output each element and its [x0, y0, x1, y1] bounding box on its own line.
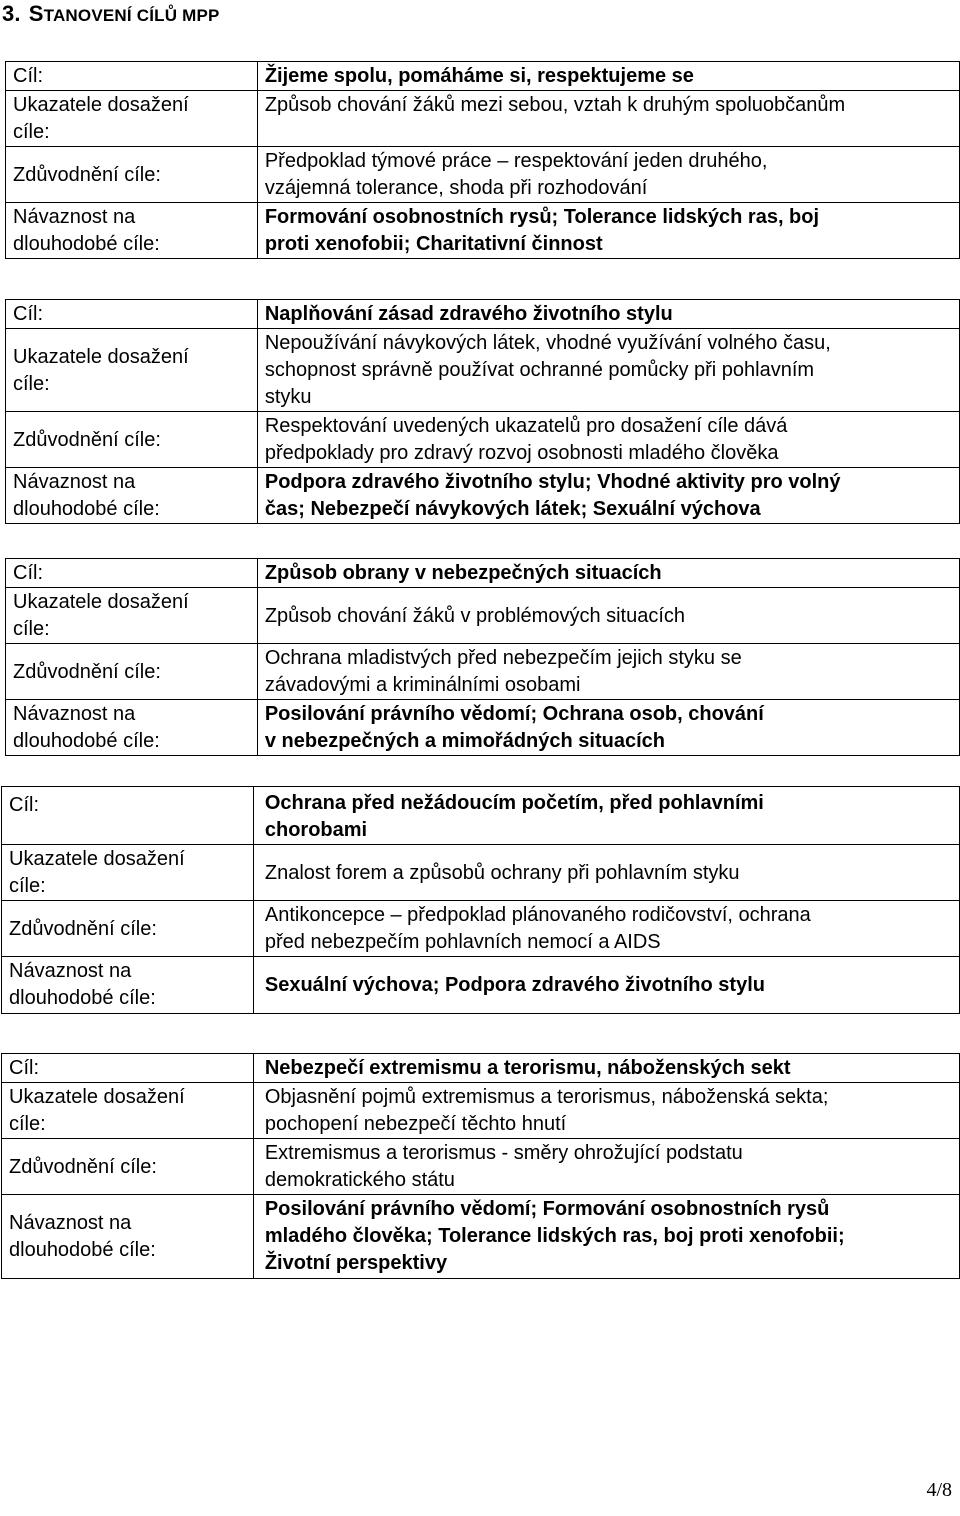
goal-title: Žijeme spolu, pomáháme si, respektujeme se [257, 62, 959, 91]
label-goal: Cíl: [2, 787, 254, 845]
goal-justification: Extremismus a terorismus - směry ohrožující podstatu demokratického státu [253, 1139, 959, 1195]
goal-indicators: Způsob chování žáků mezi sebou, vztah k druhým spoluobčanům [257, 91, 959, 147]
goal-title: Způsob obrany v nebezpečných situacích [257, 559, 959, 588]
goal-justification: Antikoncepce – předpoklad plánovaného rodičovství, ochrana před nebezpečím pohlavních nemocí a AIDS [253, 901, 959, 957]
goal-title: Nebezpečí extremismu a terorismu, náboženských sekt [253, 1054, 959, 1083]
label-continuity: Návaznost na dlouhodobé cíle: [2, 957, 254, 1014]
label-justification: Zdůvodnění cíle: [2, 901, 254, 957]
label-continuity: Návaznost na dlouhodobé cíle: [6, 700, 258, 756]
label-continuity: Návaznost na dlouhodobé cíle: [6, 468, 258, 524]
goal-continuity: Posilování právního vědomí; Formování osobnostních rysů mladého člověka; Tolerance lidských ras, boj proti xenofobii; Životní perspektivy [253, 1195, 959, 1279]
label-goal: Cíl: [6, 62, 258, 91]
goal-table-5 [1, 1053, 960, 1279]
label-continuity: Návaznost na dlouhodobé cíle: [6, 203, 258, 259]
section-number: 3. [2, 1, 21, 26]
label-goal: Cíl: [2, 1054, 254, 1083]
goal-continuity: Formování osobnostních rysů; Tolerance lidských ras, boj proti xenofobii; Charitativní činnost [257, 203, 959, 259]
goal-indicators: Nepoužívání návykových látek, vhodné využívání volného času, schopnost správně používat ochranné pomůcky při pohlavním styku [257, 329, 959, 412]
heading-rest: TANOVENÍ CÍLŮ MPP [43, 6, 220, 25]
goal-table-2 [5, 299, 960, 524]
page-number: 4/8 [926, 1479, 952, 1501]
section-heading [2, 0, 220, 30]
label-justification: Zdůvodnění cíle: [2, 1139, 254, 1195]
goal-title: Naplňování zásad zdravého životního stylu [257, 300, 959, 329]
goal-continuity: Podpora zdravého životního stylu; Vhodné aktivity pro volný čas; Nebezpečí návykových látek; Sexuální výchova [257, 468, 959, 524]
label-indicators: Ukazatele dosažení cíle: [6, 329, 258, 412]
label-continuity: Návaznost na dlouhodobé cíle: [2, 1195, 254, 1279]
goal-justification: Ochrana mladistvých před nebezpečím jejich styku se závadovými a kriminálními osobami [257, 644, 959, 700]
label-indicators: Ukazatele dosažení cíle: [6, 588, 258, 644]
label-goal: Cíl: [6, 559, 258, 588]
label-justification: Zdůvodnění cíle: [6, 147, 258, 203]
goal-continuity: Posilování právního vědomí; Ochrana osob, chování v nebezpečných a mimořádných situacích [257, 700, 959, 756]
heading-first-letter: S [28, 1, 44, 26]
label-justification: Zdůvodnění cíle: [6, 644, 258, 700]
label-indicators: Ukazatele dosažení cíle: [2, 1083, 254, 1139]
label-goal: Cíl: [6, 300, 258, 329]
label-indicators: Ukazatele dosažení cíle: [6, 91, 258, 147]
goal-title: Ochrana před nežádoucím početím, před pohlavními chorobami [253, 787, 959, 845]
label-indicators: Ukazatele dosažení cíle: [2, 845, 254, 901]
goal-indicators: Způsob chování žáků v problémových situacích [257, 588, 959, 644]
goal-continuity: Sexuální výchova; Podpora zdravého životního stylu [253, 957, 959, 1014]
goal-table-1 [5, 61, 960, 259]
goal-justification: Předpoklad týmové práce – respektování jeden druhého, vzájemná tolerance, shoda při rozhodování [257, 147, 959, 203]
goal-indicators: Objasnění pojmů extremismus a terorismus, náboženská sekta; pochopení nebezpečí těchto hnutí [253, 1083, 959, 1139]
goal-table-3 [5, 558, 960, 756]
goal-table-4 [1, 786, 960, 1014]
goal-indicators: Znalost forem a způsobů ochrany při pohlavním styku [253, 845, 959, 901]
goal-justification: Respektování uvedených ukazatelů pro dosažení cíle dává předpoklady pro zdravý rozvoj osobnosti mladého člověka [257, 412, 959, 468]
label-justification: Zdůvodnění cíle: [6, 412, 258, 468]
